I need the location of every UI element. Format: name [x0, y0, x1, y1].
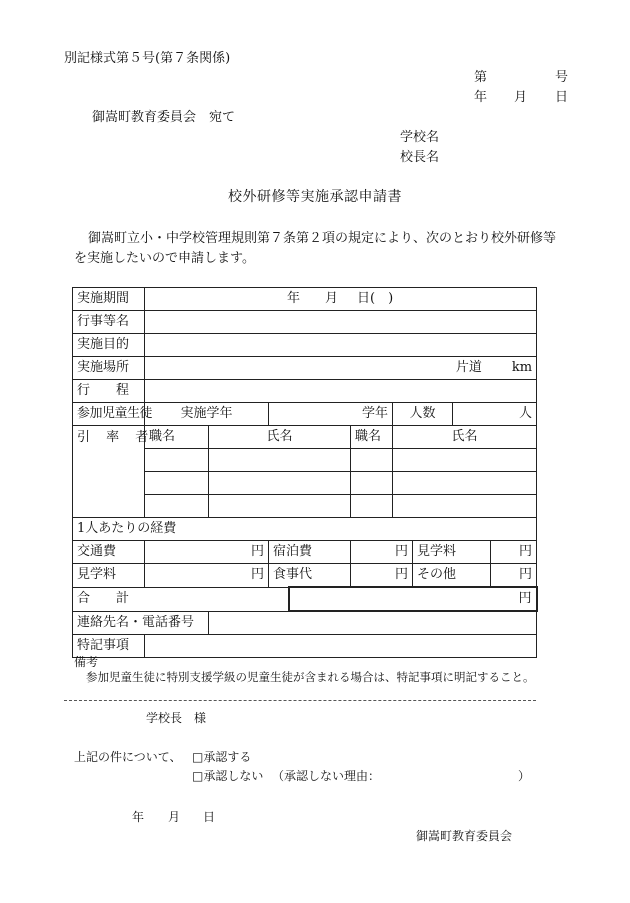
tour-fee-label: 見学料 — [73, 564, 145, 588]
leader-position-cell[interactable] — [145, 472, 209, 495]
km-unit: km — [511, 360, 533, 375]
regarding-text: 上記の件について、 — [74, 750, 182, 764]
location-field[interactable] — [145, 357, 537, 380]
approval-date-month: 月 — [168, 810, 181, 824]
total-label: 合 計 — [73, 587, 289, 611]
leader-position-header-1: 職名 — [145, 426, 209, 449]
issuer: 御嵩町教育委員会 — [416, 829, 513, 843]
purpose-label: 実施目的 — [73, 334, 145, 357]
grade-unit: 学年 — [361, 406, 388, 421]
leader-name-cell[interactable] — [393, 449, 537, 472]
leaders-label: 引 率 者 — [73, 426, 145, 518]
notes-label: 特記事項 — [73, 635, 145, 658]
count-unit: 人 — [519, 406, 533, 421]
tour-fee-field-2[interactable]: 円 — [491, 541, 537, 564]
approve-checkbox[interactable]: □承認する — [192, 750, 252, 764]
contact-field[interactable] — [209, 611, 537, 635]
period-year: 年 — [287, 291, 301, 306]
remarks-text: 参加児童生徒に特別支援学級の児童生徒が含まれる場合は、特記事項に明記すること。 — [86, 670, 535, 684]
transport-field[interactable]: 円 — [145, 541, 269, 564]
leader-name-cell[interactable] — [209, 495, 351, 518]
leader-name-header-1: 氏名 — [209, 426, 351, 449]
intro-line-1: 御嵩町立小・中学校管理規則第７条第２項の規定により、次のとおり校外研修等 — [88, 231, 557, 246]
count-label: 人数 — [393, 403, 453, 426]
reason-close: ） — [518, 769, 531, 783]
purpose-row — [73, 334, 537, 357]
leader-position-header-2: 職名 — [351, 426, 393, 449]
period-day: 日( ) — [357, 291, 394, 306]
number-prefix: 第 — [474, 70, 488, 85]
remarks-label: 備考 — [74, 655, 99, 669]
leader-position-cell[interactable] — [145, 495, 209, 518]
location-row — [73, 357, 537, 380]
cost-row-1 — [73, 541, 537, 564]
period-row — [73, 288, 537, 311]
leader-name-cell[interactable] — [209, 449, 351, 472]
approval-date-year: 年 — [132, 810, 145, 824]
cost-header: 1人あたりの経費 — [73, 518, 537, 541]
cost-row-2 — [73, 564, 537, 588]
reason-label: （承認しない理由： — [272, 769, 381, 783]
leader-position-cell[interactable] — [351, 495, 393, 518]
period-field[interactable] — [145, 288, 537, 311]
leaders-header-row — [73, 426, 537, 449]
one-way-label: 片道 — [455, 360, 482, 375]
itinerary-row — [73, 380, 537, 403]
addressee: 御嵩町教育委員会 宛て — [92, 110, 236, 125]
other-field[interactable]: 円 — [491, 564, 537, 588]
meal-field[interactable]: 円 — [351, 564, 413, 588]
leader-name-header-2: 氏名 — [393, 426, 537, 449]
leader-name-cell[interactable] — [393, 472, 537, 495]
period-month: 月 — [325, 291, 339, 306]
event-name-row — [73, 311, 537, 334]
leader-name-cell[interactable] — [393, 495, 537, 518]
cost-header-row — [73, 518, 537, 541]
total-field[interactable]: 円 — [289, 587, 537, 611]
disapprove-checkbox[interactable]: □承認しない — [192, 769, 264, 783]
lodging-label: 宿泊費 — [269, 541, 351, 564]
participants-label: 参加児童生徒 — [73, 403, 145, 426]
lodging-field[interactable]: 円 — [351, 541, 413, 564]
approval-date-day: 日 — [203, 810, 216, 824]
principal-name-label: 校長名 — [400, 150, 440, 165]
itinerary-field[interactable] — [145, 380, 537, 403]
total-row — [73, 587, 537, 611]
cut-line — [64, 700, 536, 701]
grade-field[interactable] — [269, 403, 393, 426]
to-principal: 学校長 様 — [146, 711, 207, 725]
form-reference: 別記様式第５号(第７条関係) — [64, 51, 231, 66]
participants-row — [73, 403, 537, 426]
notes-field[interactable] — [145, 635, 537, 658]
event-name-label: 行事等名 — [73, 311, 145, 334]
purpose-field[interactable] — [145, 334, 537, 357]
period-label: 実施期間 — [73, 288, 145, 311]
application-form-table — [72, 287, 538, 658]
event-name-field[interactable] — [145, 311, 537, 334]
tour-fee-label-2: 見学料 — [413, 541, 491, 564]
document-title: 校外研修等実施承認申請書 — [228, 189, 402, 205]
itinerary-label: 行 程 — [73, 380, 145, 403]
leader-position-cell[interactable] — [145, 449, 209, 472]
leader-position-cell[interactable] — [351, 449, 393, 472]
date-year: 年 — [474, 90, 488, 105]
leader-name-cell[interactable] — [209, 472, 351, 495]
tour-fee-field[interactable]: 円 — [145, 564, 269, 588]
date-day: 日 — [555, 90, 569, 105]
count-field[interactable] — [453, 403, 537, 426]
notes-row — [73, 635, 537, 658]
intro-line-2: を実施したいので申請します。 — [74, 251, 255, 266]
location-label: 実施場所 — [73, 357, 145, 380]
date-month: 月 — [514, 90, 528, 105]
other-label: その他 — [413, 564, 491, 588]
contact-row — [73, 611, 537, 635]
meal-label: 食事代 — [269, 564, 351, 588]
contact-label: 連絡先名・電話番号 — [73, 611, 209, 635]
grade-label: 実施学年 — [145, 403, 269, 426]
leader-position-cell[interactable] — [351, 472, 393, 495]
transport-label: 交通費 — [73, 541, 145, 564]
number-suffix: 号 — [555, 70, 569, 85]
school-name-label: 学校名 — [400, 130, 440, 145]
